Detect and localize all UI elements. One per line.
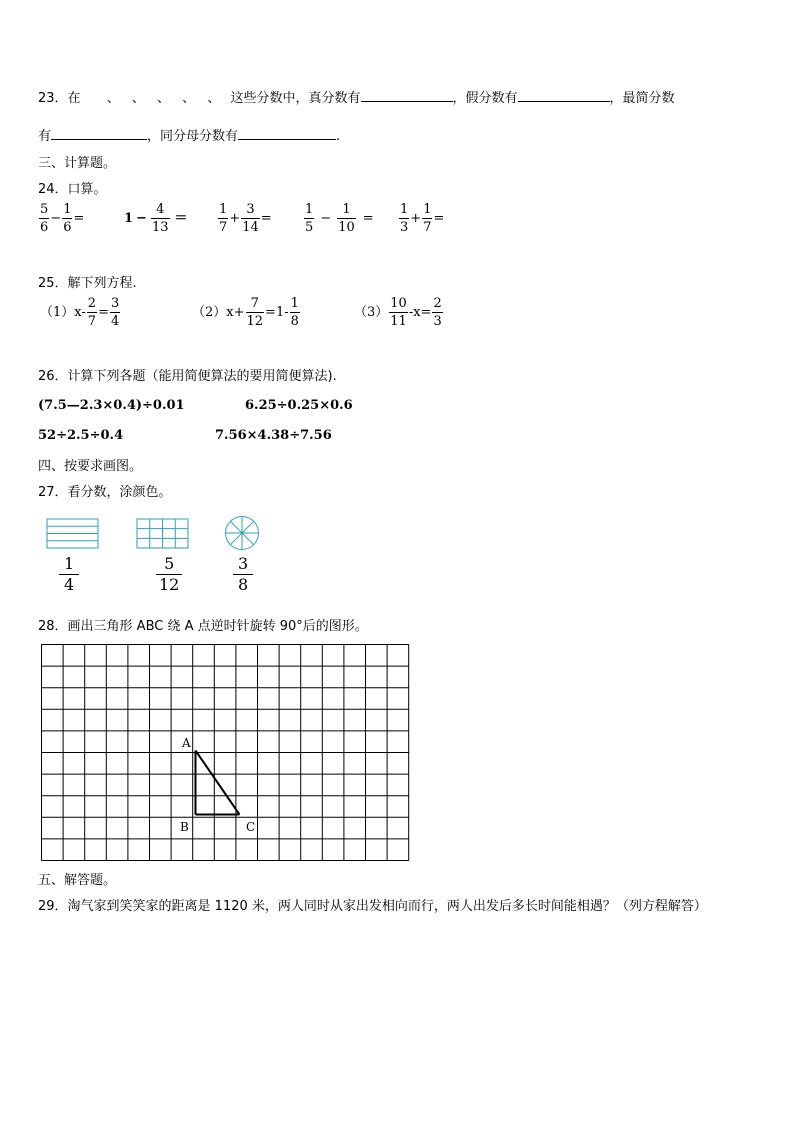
q27-figure-grid[interactable] xyxy=(136,518,190,550)
q26-item-3: 52÷2.5÷0.4 xyxy=(38,428,124,443)
fraction: $\frac{5}{6}$ xyxy=(40,202,49,235)
q26-item-4: 7.56×4.38÷7.56 xyxy=(215,428,332,443)
q23-blank-improper[interactable] xyxy=(518,87,610,102)
q23-text-g: . xyxy=(336,129,341,144)
q23-text-f: ，同分母分数有 xyxy=(147,129,239,144)
q23-sep-4: 、 xyxy=(182,91,196,106)
triangle-side-ac xyxy=(196,751,240,815)
fraction: $\frac{4}{13}$ xyxy=(151,202,169,235)
q23-sep-3: 、 xyxy=(157,91,171,106)
fraction: $\frac{1}{6}$ xyxy=(63,202,72,235)
q27-title: 27．看分数，涂颜色。 xyxy=(38,485,172,500)
q24-expr-2: 1 − $\frac{4}{13}$ ＝ xyxy=(124,202,188,235)
fraction: $\frac{7}{12}$ xyxy=(246,296,264,329)
q23-line-1 xyxy=(38,87,675,106)
q26-title: 26．计算下列各题（能用简便算法的要用简便算法). xyxy=(38,369,337,384)
fraction: $\frac{1}{10}$ xyxy=(338,202,355,235)
fraction: $\frac{2}{3}$ xyxy=(433,296,442,329)
fraction: $\frac{1}{5}$ xyxy=(305,202,314,235)
fraction: $\frac{1}{3}$ xyxy=(400,202,409,235)
q23-text-c: ，假分数有 xyxy=(452,91,518,106)
fraction: $\frac{10}{11}$ xyxy=(390,296,407,329)
q23-text-e: 有 xyxy=(38,129,52,144)
q24-expr-1: $\frac{5}{6}$ − $\frac{1}{6}$ = xyxy=(40,202,85,235)
q27-fraction-3: $\frac{3}{8}$ xyxy=(232,556,254,593)
q25-equation-2: （2）x+ $\frac{7}{12}$ =1- $\frac{1}{8}$ xyxy=(192,296,299,329)
q23-text-b: 这些分数中，真分数有 xyxy=(230,91,361,106)
q23-blank-same-denominator[interactable] xyxy=(238,125,336,140)
q27-figure-circle[interactable] xyxy=(224,515,260,551)
fraction: $\frac{1}{7}$ xyxy=(219,202,228,235)
q26-item-1: (7.5—2.3×0.4)÷0.01 xyxy=(38,398,185,413)
q28-grid[interactable] xyxy=(40,643,420,861)
q23-blank-proper[interactable] xyxy=(361,87,453,102)
q24-title: 24．口算。 xyxy=(38,182,107,197)
section-5-heading: 五、解答题。 xyxy=(38,873,117,888)
q23-sep-5: 、 xyxy=(207,91,221,106)
q23-text-a: 在 xyxy=(67,91,81,106)
triangle-label-b: B xyxy=(180,820,189,834)
q25-equation-1: （1）x- $\frac{2}{7}$ = $\frac{3}{4}$ xyxy=(40,296,120,329)
q23-line-2 xyxy=(38,125,340,144)
q23-text-d: ，最简分数 xyxy=(609,91,675,106)
triangle-label-a: A xyxy=(182,736,191,750)
q28-title: 28．画出三角形 ABC 绕 A 点逆时针旋转 90°后的图形。 xyxy=(38,619,368,634)
triangle-label-c: C xyxy=(246,820,256,834)
q23-sep-2: 、 xyxy=(131,91,145,106)
q24-expr-5: $\frac{1}{3}$ + $\frac{1}{7}$ = xyxy=(400,202,445,235)
section-4-heading: 四、按要求画图。 xyxy=(38,459,143,474)
fraction: $\frac{2}{7}$ xyxy=(87,296,97,329)
fraction: $\frac{1}{7}$ xyxy=(423,202,432,235)
q23-blank-simplest[interactable] xyxy=(51,125,147,140)
q29-text: 29．淘气家到笑笑家的距离是 1120 米，两人同时从家出发相向而行，两人出发后多长时间能相遇？（列方程解答） xyxy=(38,899,707,914)
q26-item-2: 6.25÷0.25×0.6 xyxy=(245,398,353,413)
q27-fraction-2: $\frac{5}{12}$ xyxy=(155,556,183,593)
q25-title: 25．解下列方程. xyxy=(38,276,137,291)
q24-expr-4: $\frac{1}{5}$ − $\frac{1}{10}$ = xyxy=(305,202,374,235)
q24-expr-3: $\frac{1}{7}$ + $\frac{3}{14}$ = xyxy=(219,202,272,235)
q23-number: 23． xyxy=(38,91,68,106)
fraction: $\frac{3}{14}$ xyxy=(242,202,259,235)
q23-sep-1: 、 xyxy=(106,91,120,106)
q25-equation-3: （3） $\frac{10}{11}$ -x= $\frac{2}{3}$ xyxy=(354,296,442,329)
q27-fraction-1: $\frac{1}{4}$ xyxy=(58,556,80,593)
section-3-heading: 三、计算题。 xyxy=(38,156,117,171)
q27-figure-horizontal-strips[interactable] xyxy=(46,518,100,550)
fraction: $\frac{3}{4}$ xyxy=(110,296,120,329)
fraction: $\frac{1}{8}$ xyxy=(290,296,299,329)
